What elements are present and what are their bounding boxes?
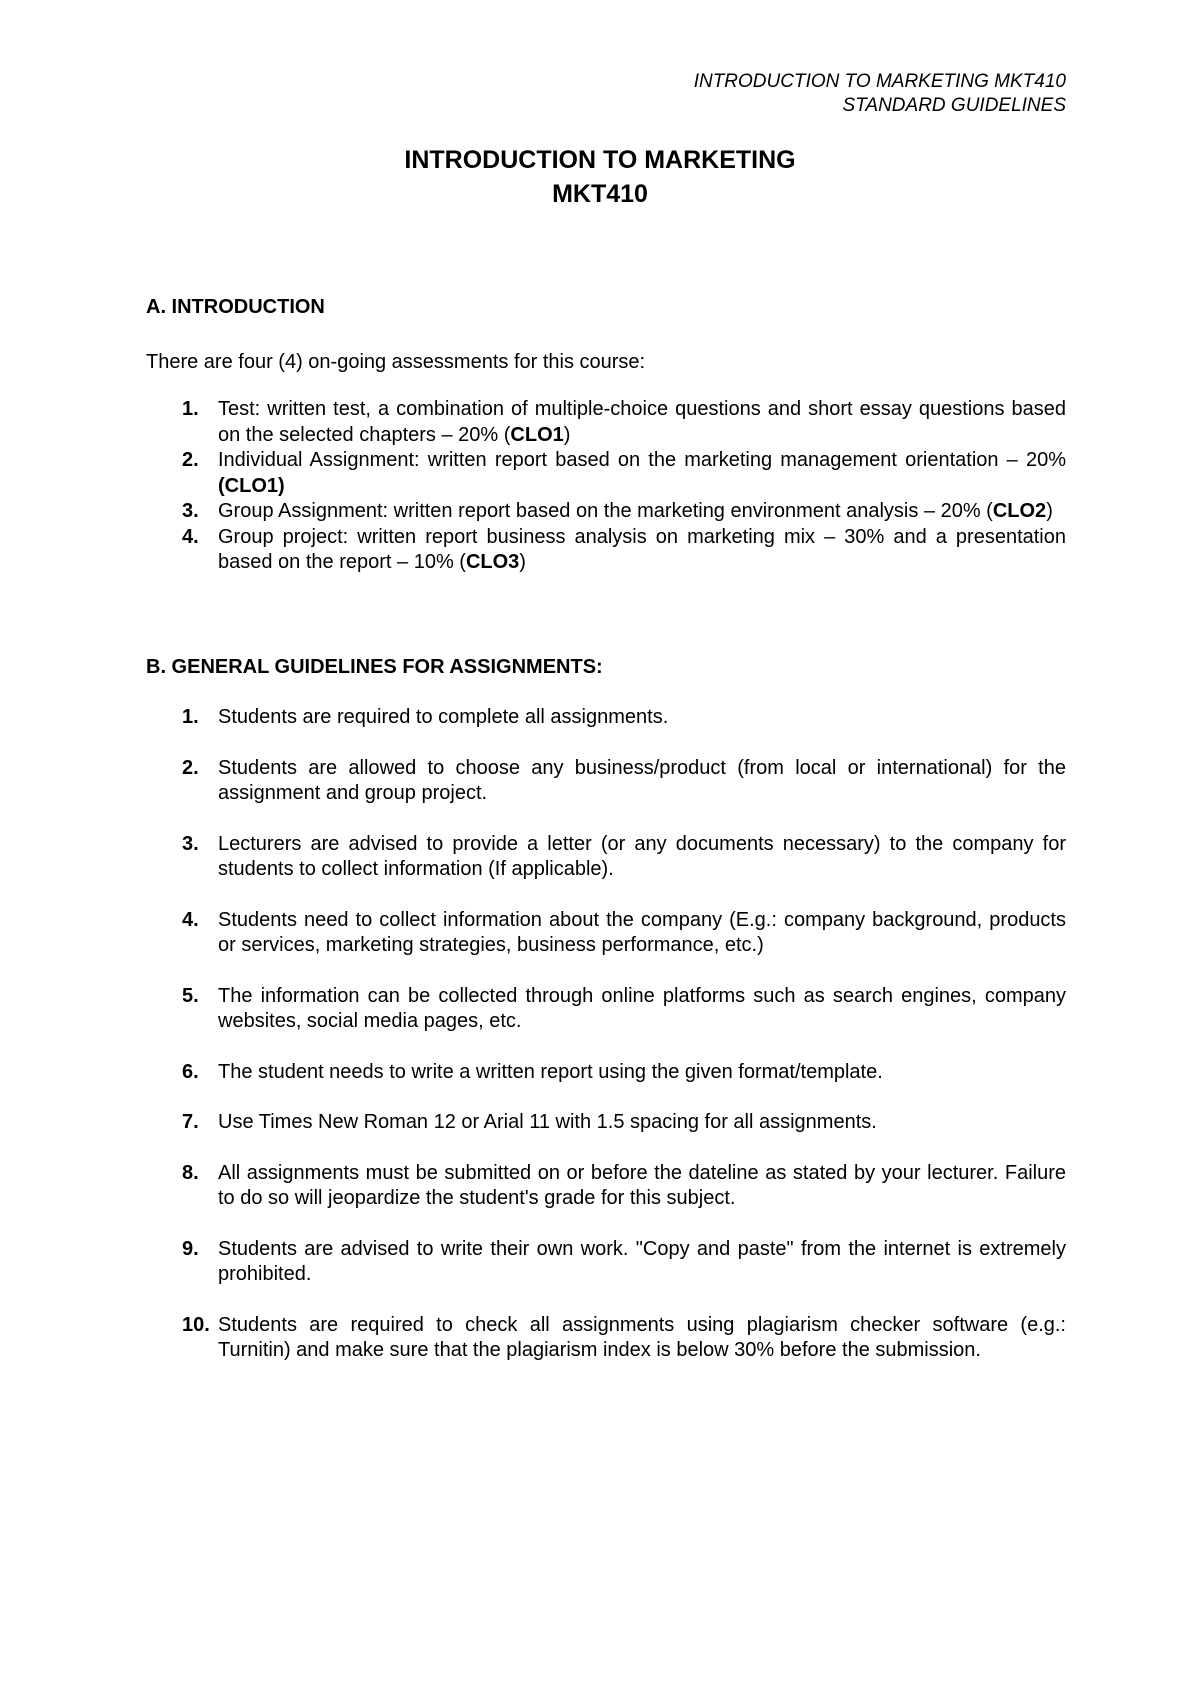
section-a-heading: A. INTRODUCTION xyxy=(146,296,325,318)
document-title xyxy=(0,143,1200,211)
list-item-number: 2. xyxy=(182,449,199,471)
list-item-text: The information can be collected through online platforms such as search engines, company websites, social media pages, etc. xyxy=(218,984,1066,1032)
list-item-text: Group project: written report business analysis on marketing mix – 30% and a presentation based on the report – 10% ( xyxy=(218,525,1066,573)
clo-tag: CLO1 xyxy=(510,423,564,446)
list-item-text: Students are allowed to choose any business/product (from local or international) for the assignment and group project. xyxy=(218,756,1066,804)
list-item-number: 2. xyxy=(182,756,199,779)
list-item-text: Students need to collect information about the company (E.g.: company background, products or services, marketing strategies, business performance, etc.) xyxy=(218,908,1066,956)
list-item xyxy=(146,908,1066,959)
list-item-close: ) xyxy=(1046,500,1053,522)
list-item-text: Group Assignment: written report based on the marketing environment analysis – 20% ( xyxy=(218,500,993,522)
list-item-text: Students are required to complete all assignments. xyxy=(218,706,669,728)
list-item-number: 8. xyxy=(182,1161,199,1184)
list-item-close: ) xyxy=(563,423,571,446)
list-item xyxy=(146,448,1066,499)
assessment-list xyxy=(146,397,1066,576)
list-item-text: The student needs to write a written report using the given format/template. xyxy=(218,1060,883,1083)
running-header-course: INTRODUCTION TO MARKETING MKT410 xyxy=(693,71,1066,92)
list-item xyxy=(146,1237,1066,1288)
list-item-number: 4. xyxy=(182,908,199,931)
list-item-number: 7. xyxy=(182,1111,199,1133)
clo-tag: CLO3 xyxy=(465,551,520,573)
list-item xyxy=(146,525,1066,576)
list-item xyxy=(146,397,1066,448)
list-item-text: Use Times New Roman 12 or Arial 11 with 1.5 spacing for all assignments. xyxy=(218,1111,877,1133)
list-item-number: 6. xyxy=(182,1060,199,1083)
list-item xyxy=(146,1110,1066,1136)
document-title-line2: MKT410 xyxy=(552,180,648,208)
running-header-subtitle: STANDARD GUIDELINES xyxy=(842,95,1066,116)
guidelines-list xyxy=(146,705,1066,1389)
list-item xyxy=(146,1161,1066,1212)
list-item xyxy=(146,499,1066,525)
section-a-intro: There are four (4) on-going assessments for this course: xyxy=(146,351,646,373)
list-item-number: 3. xyxy=(182,832,199,855)
list-item-text: Test: written test, a combination of multiple-choice questions and short essay questions based on the selected chapters – 20% ( xyxy=(218,398,1066,446)
list-item-number: 9. xyxy=(182,1237,199,1260)
list-item-text: Students are advised to write their own work. "Copy and paste" from the internet is extremely prohibited. xyxy=(218,1237,1066,1285)
running-header xyxy=(694,70,1066,118)
list-item-number: 4. xyxy=(182,525,199,548)
list-item-text: Lecturers are advised to provide a letter (or any documents necessary) to the company for students to collect information (If applicable). xyxy=(218,832,1066,880)
list-item-number: 1. xyxy=(182,398,199,420)
list-item xyxy=(146,756,1066,807)
clo-tag: CLO2 xyxy=(992,500,1047,522)
section-b-heading: B. GENERAL GUIDELINES FOR ASSIGNMENTS: xyxy=(146,656,603,678)
clo-tag: (CLO1) xyxy=(218,474,285,497)
list-item-text: All assignments must be submitted on or before the dateline as stated by your lecturer. Failure to do so will jeopardize the student's grade for this subject. xyxy=(218,1161,1066,1209)
list-item-number: 5. xyxy=(182,984,199,1007)
list-item xyxy=(146,705,1066,731)
list-item xyxy=(146,832,1066,883)
list-item-number: 10. xyxy=(182,1313,210,1336)
list-item-text: Individual Assignment: written report based on the marketing management orientation – 20% xyxy=(218,449,1066,471)
list-item xyxy=(146,1060,1066,1086)
list-item-number: 1. xyxy=(182,706,199,728)
document-title-line1: INTRODUCTION TO MARKETING xyxy=(404,146,796,174)
list-item xyxy=(146,1313,1066,1364)
list-item-close: ) xyxy=(519,551,526,573)
list-item-text: Students are required to check all assignments using plagiarism checker software (e.g.: Turnitin) and make sure that the plagiarism index is below 30% before the submission. xyxy=(218,1313,1066,1361)
list-item-number: 3. xyxy=(182,500,199,522)
list-item xyxy=(146,984,1066,1035)
